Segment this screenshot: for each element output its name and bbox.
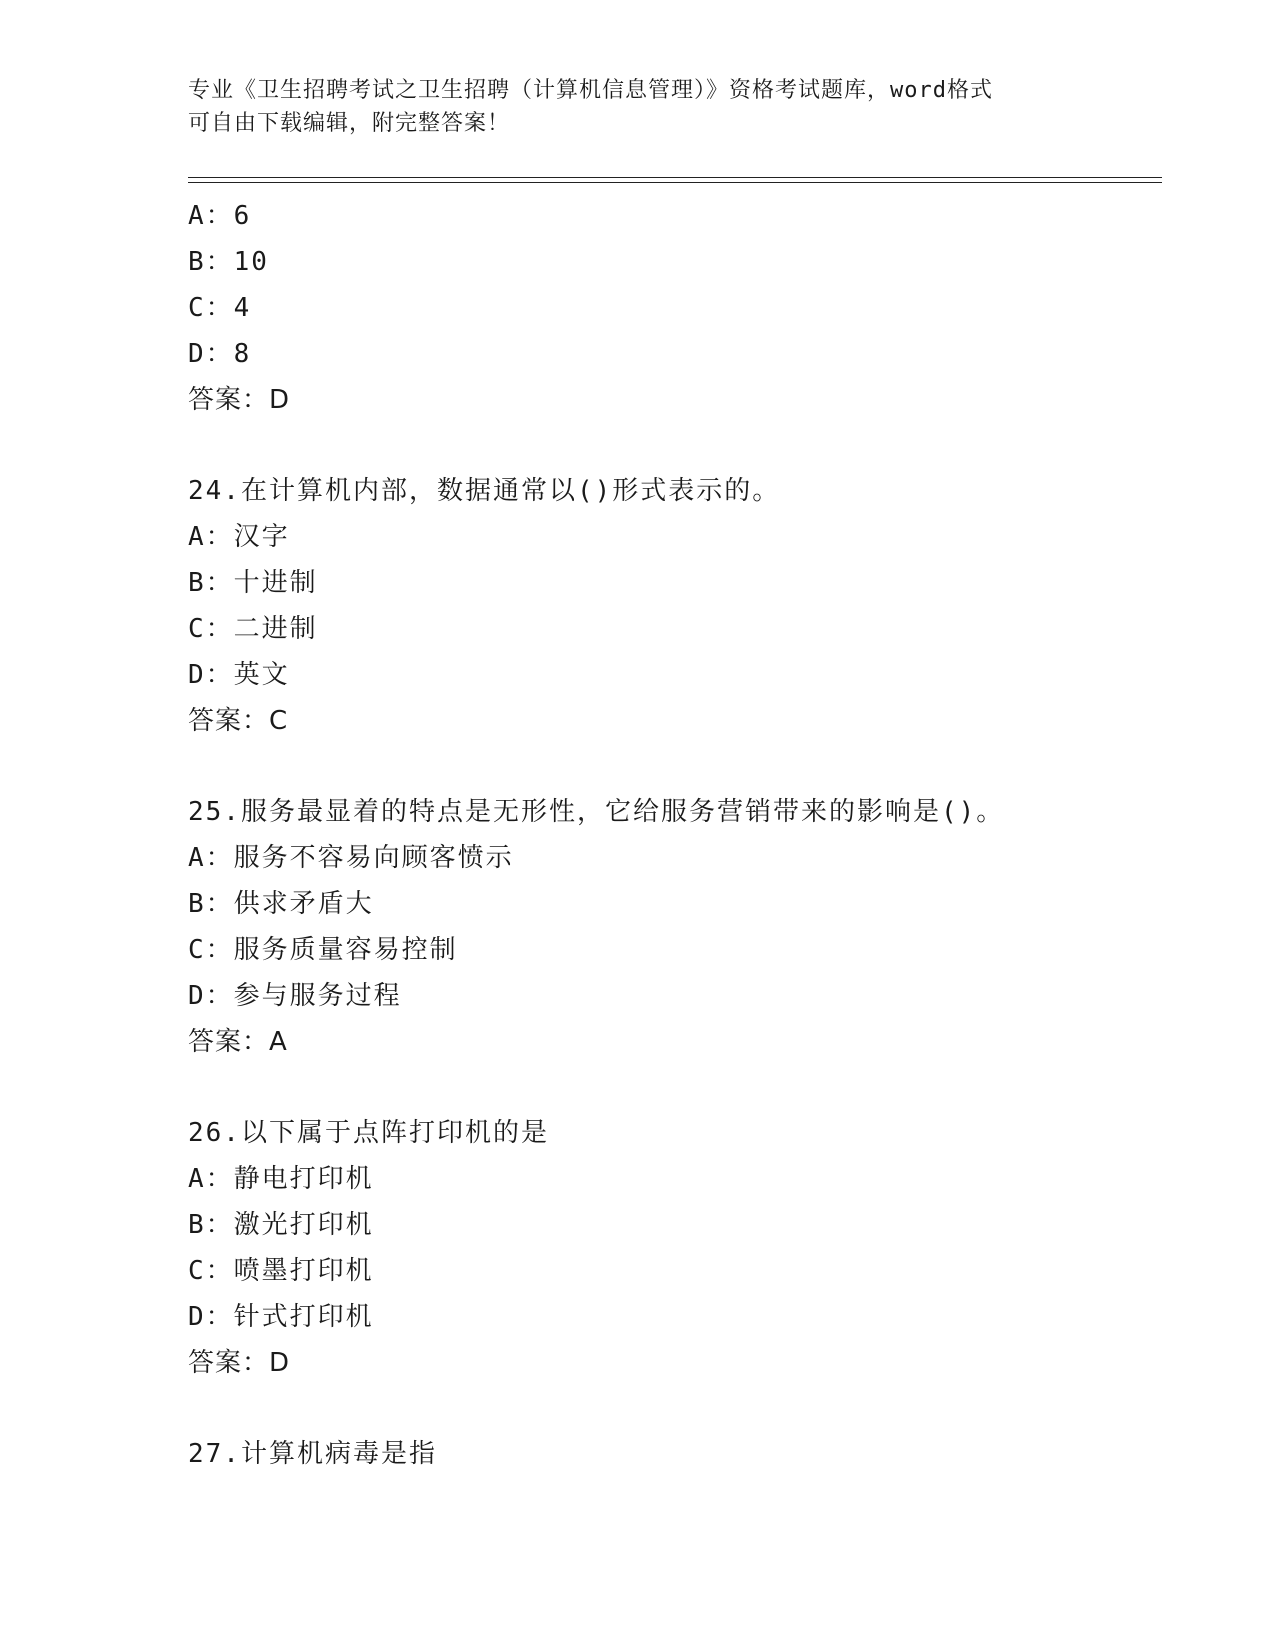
question-list: [188, 193, 1168, 1477]
option-d: D：8: [188, 339, 252, 369]
option-c: C：4: [188, 293, 252, 323]
option-b: B：供求矛盾大: [188, 889, 374, 919]
option-b: B：十进制: [188, 568, 318, 598]
answer-line: 答案：C: [188, 706, 289, 736]
header-divider-bottom: [188, 182, 1162, 183]
option-a: A：6: [188, 201, 252, 231]
option-d: D：针式打印机: [188, 1302, 374, 1332]
header-title-line-2: 可自由下载编辑，附完整答案！: [188, 111, 511, 136]
question-block-27: [188, 1431, 1168, 1477]
option-d: D：参与服务过程: [188, 981, 402, 1011]
answer-line: 答案：A: [188, 1027, 288, 1057]
option-d: D：英文: [188, 660, 290, 690]
question-text: 25.服务最显着的特点是无形性，它给服务营销带来的影响是()。: [188, 797, 1005, 827]
question-block-25: [188, 789, 1168, 1065]
question-text: 24.在计算机内部，数据通常以()形式表示的。: [188, 476, 781, 506]
header-divider-top: [188, 177, 1162, 178]
header-title-line-1: 专业《卫生招聘考试之卫生招聘（计算机信息管理）》资格考试题库，word格式: [188, 78, 993, 103]
option-a: A：汉字: [188, 522, 290, 552]
option-c: C：服务质量容易控制: [188, 935, 458, 965]
question-block-23: [188, 193, 1168, 423]
question-block-24: [188, 468, 1168, 744]
answer-line: 答案：D: [188, 385, 291, 415]
question-text: 26.以下属于点阵打印机的是: [188, 1118, 549, 1148]
option-a: A：静电打印机: [188, 1164, 374, 1194]
document-header: [188, 74, 1088, 140]
option-a: A：服务不容易向顾客愤示: [188, 843, 514, 873]
answer-line: 答案：D: [188, 1348, 291, 1378]
option-c: C：二进制: [188, 614, 318, 644]
option-c: C：喷墨打印机: [188, 1256, 374, 1286]
option-b: B：10: [188, 247, 269, 277]
option-b: B：激光打印机: [188, 1210, 374, 1240]
question-block-26: [188, 1110, 1168, 1386]
question-text: 27.计算机病毒是指: [188, 1439, 437, 1469]
